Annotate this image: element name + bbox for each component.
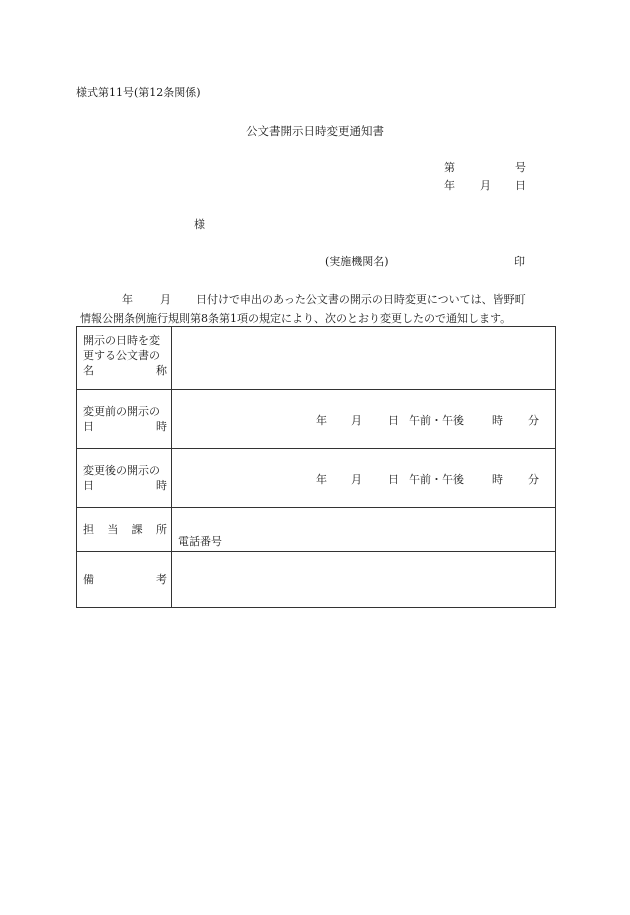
- document-title: 公文書開示日時変更通知書: [246, 124, 384, 138]
- after-datetime-label: [77, 449, 172, 508]
- label-char: 考: [156, 573, 167, 586]
- document-name-label: [77, 327, 172, 390]
- seal-mark: 印: [514, 255, 525, 268]
- agency-label: (実施機関名): [325, 255, 389, 268]
- before-day: 日: [388, 414, 399, 427]
- number-go: 号: [515, 161, 526, 174]
- label-char: 課: [131, 523, 143, 536]
- addressee-honorific: 様: [194, 218, 205, 231]
- body-month: 月: [160, 293, 171, 306]
- label-char: 時: [156, 420, 167, 433]
- before-year: 年: [316, 414, 327, 427]
- after-hour: 時: [492, 473, 503, 486]
- form-table: [76, 326, 556, 608]
- after-datetime-row: [77, 449, 556, 508]
- issue-month: 月: [480, 179, 491, 192]
- label-char: 当: [107, 523, 119, 536]
- label-char: 所: [155, 523, 167, 536]
- label-line: [83, 478, 167, 493]
- label-char: 備: [83, 573, 94, 586]
- department-row: [77, 508, 556, 552]
- number-dai: 第: [444, 161, 455, 174]
- label-line: [83, 363, 167, 378]
- label-line: 更する公文書の: [83, 349, 160, 362]
- label-char: 担: [83, 523, 94, 536]
- label-char: 時: [156, 479, 167, 492]
- form-number: 様式第11号(第12条関係): [76, 86, 201, 99]
- after-minute: 分: [528, 473, 539, 486]
- issue-year: 年: [444, 179, 455, 192]
- remarks-label: [77, 552, 172, 608]
- after-day: 日: [388, 473, 399, 486]
- remarks-row: [77, 552, 556, 608]
- label-char: 日: [83, 479, 94, 492]
- label-line: 変更後の開示の: [83, 464, 160, 477]
- document-name-row: [77, 327, 556, 390]
- after-year: 年: [316, 473, 327, 486]
- body-year: 年: [122, 293, 133, 306]
- department-field[interactable]: [172, 508, 556, 552]
- label-line: [83, 419, 167, 434]
- label-char: 称: [156, 364, 167, 377]
- before-minute: 分: [528, 414, 539, 427]
- body-text-first: 日付けで申出のあった公文書の開示の日時変更については、皆野町: [196, 293, 526, 306]
- phone-label: 電話番号: [178, 535, 222, 548]
- after-month: 月: [351, 473, 362, 486]
- remarks-field[interactable]: [172, 552, 556, 608]
- department-label: [77, 508, 172, 552]
- body-text-line2: 情報公開条例施行規則第8条第1項の規定により、次のとおり変更したので通知します。: [80, 312, 512, 325]
- label-char: 日: [83, 420, 94, 433]
- after-ampm: 午前・午後: [409, 473, 464, 486]
- before-hour: 時: [492, 414, 503, 427]
- before-month: 月: [351, 414, 362, 427]
- after-datetime-field[interactable]: [172, 449, 556, 508]
- before-datetime-label: [77, 390, 172, 449]
- before-datetime-row: [77, 390, 556, 449]
- label-char: 名: [83, 364, 94, 377]
- label-line: 変更前の開示の: [83, 405, 160, 418]
- document-name-field[interactable]: [172, 327, 556, 390]
- label-line: 開示の日時を変: [83, 334, 160, 347]
- before-datetime-field[interactable]: [172, 390, 556, 449]
- before-ampm: 午前・午後: [409, 414, 464, 427]
- issue-day: 日: [515, 179, 526, 192]
